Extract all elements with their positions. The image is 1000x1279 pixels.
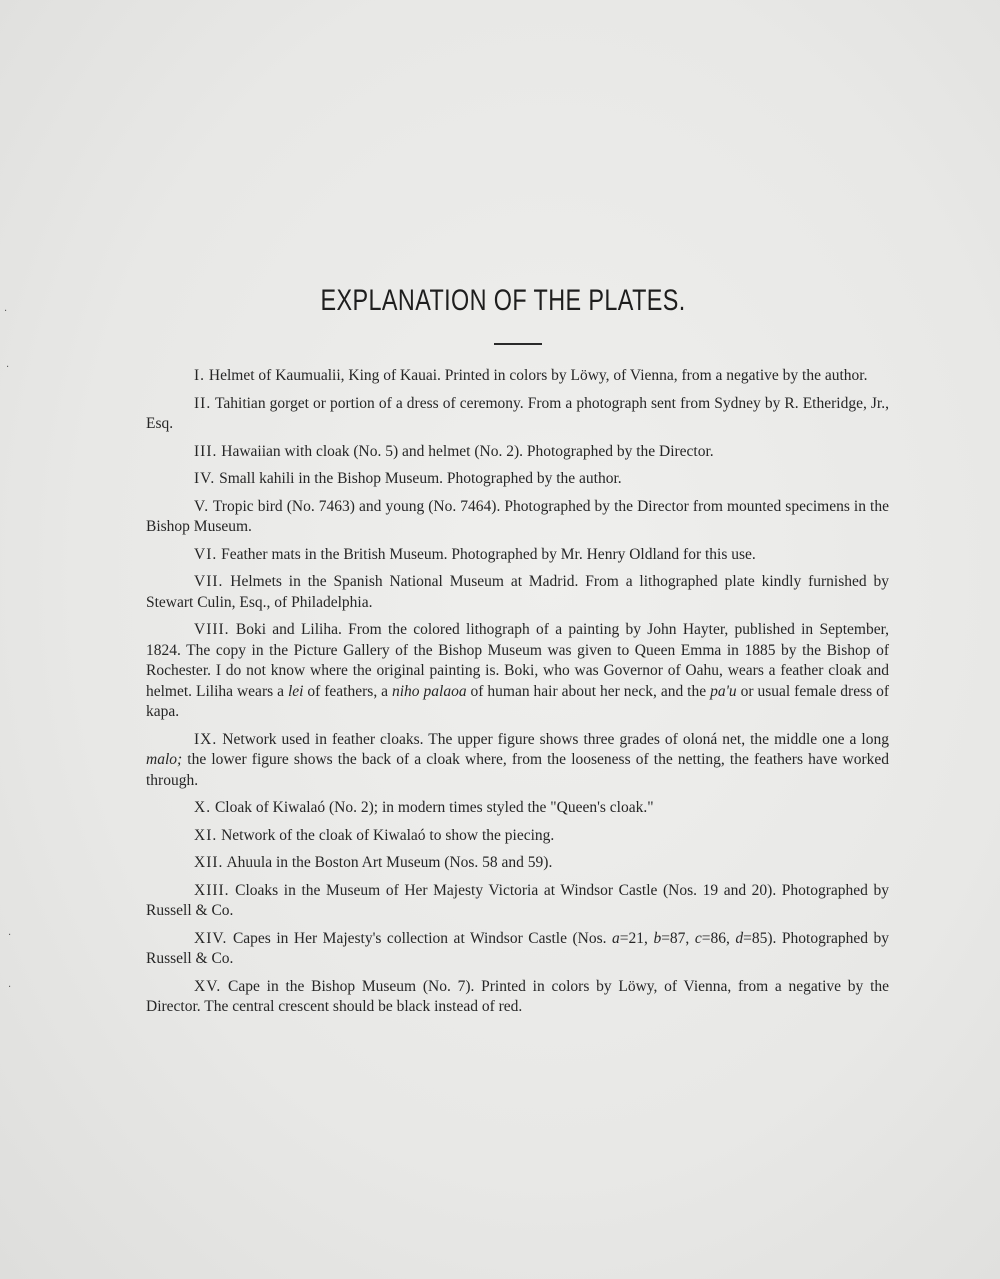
- plate-entry-8: [146, 620, 889, 723]
- plate-numeral: III.: [194, 442, 218, 460]
- plate-entry-7: [146, 572, 889, 613]
- title-rule: [494, 343, 542, 345]
- plate-numeral: XII.: [194, 854, 224, 871]
- plate-description: Feather mats in the British Museum. Photographed by Mr. Henry Oldland for this use.: [221, 545, 756, 563]
- plate-description: Small kahili in the Bishop Museum. Photographed by the author.: [219, 470, 622, 487]
- plate-entry-12: [146, 853, 889, 874]
- plate-description: =85). Photographed by Russell & Co.: [146, 929, 890, 967]
- plate-description: Boki and Liliha. From the colored lithograph of a painting by John Hayter, published in September, 1824. The copy in the Picture Gallery of the Bishop Museum was given to Queen Emma in 1885 by the Bishop of Rochester. I do not know where the original painting is. Boki, who was Governor of Oahu, wears a feather cloak and helmet. Liliha wears a: [146, 621, 890, 700]
- plate-description: =87,: [661, 929, 695, 947]
- plate-entry-11: [146, 826, 889, 847]
- plate-numeral: I.: [194, 367, 206, 384]
- plate-numeral: V.: [194, 497, 210, 515]
- plate-description: =21,: [619, 929, 654, 947]
- margin-speck: ·: [6, 362, 10, 373]
- plate-entry-10: [146, 798, 889, 819]
- plate-description: Network used in feather cloaks. The upper figure shows three grades of oloná net, the middle one a long: [222, 730, 889, 748]
- plate-entry-5: [146, 497, 889, 538]
- plate-numeral: XI.: [194, 826, 218, 844]
- italic-term: lei: [287, 682, 304, 700]
- plate-numeral: II.: [194, 394, 212, 412]
- plate-entry-6: [146, 545, 889, 566]
- plate-numeral: XIII.: [194, 881, 230, 899]
- plate-entry-2: [146, 394, 889, 435]
- italic-term: malo;: [146, 751, 183, 768]
- plate-description: the lower figure shows the back of a cloak where, from the looseness of the netting, the feathers have worked through.: [146, 751, 889, 789]
- plate-numeral: VII.: [194, 573, 224, 590]
- plate-numeral: VIII.: [194, 621, 230, 638]
- plate-description: of feathers, a: [303, 682, 392, 700]
- plate-entry-3: [146, 442, 889, 463]
- page-title: EXPLANATION OF THE PLATES.: [320, 284, 686, 317]
- plates-list: [146, 366, 889, 1025]
- plate-description: =86,: [701, 929, 736, 947]
- plate-description: or usual female dress of kapa.: [146, 682, 890, 720]
- margin-speck: ·: [8, 930, 12, 941]
- plate-entry-14: [146, 929, 889, 970]
- plate-entry-1: [146, 366, 889, 387]
- plate-numeral: IV.: [194, 470, 216, 487]
- plate-description: Cloak of Kiwalaó (No. 2); in modern times styled the "Queen's cloak.": [214, 799, 654, 816]
- italic-term: d: [735, 929, 744, 947]
- margin-speck: ·: [8, 982, 12, 993]
- plate-entry-9: [146, 730, 889, 792]
- plate-description: Cape in the Bishop Museum (No. 7). Printed in colors by Löwy, of Vienna, from a negative by the Director. The central crescent should be black instead of red.: [146, 977, 890, 1015]
- plate-numeral: VI.: [194, 545, 218, 563]
- italic-term: niho palaoa: [392, 682, 467, 700]
- plate-entry-4: [146, 469, 889, 490]
- italic-term: c: [694, 929, 702, 947]
- plate-description: Tahitian gorget or portion of a dress of ceremony. From a photograph sent from Sydney by R. Etheridge, Jr., Esq.: [146, 394, 889, 432]
- plate-description: Tropic bird (No. 7463) and young (No. 7464). Photographed by the Director from mounted specimens in the Bishop Museum.: [146, 497, 889, 535]
- italic-term: b: [653, 929, 662, 947]
- plate-description: Capes in Her Majesty's collection at Windsor Castle (Nos.: [232, 929, 613, 947]
- plate-numeral: IX.: [194, 730, 218, 748]
- italic-term: pa'u: [710, 682, 737, 700]
- plate-numeral: X.: [194, 799, 212, 816]
- plate-entry-13: [146, 881, 889, 922]
- plate-description: Network of the cloak of Kiwalaó to show the piecing.: [221, 826, 555, 844]
- plate-description: Helmets in the Spanish National Museum at Madrid. From a lithographed plate kindly furnished by Stewart Culin, Esq., of Philadelphia.: [146, 573, 890, 611]
- plate-description: Hawaiian with cloak (No. 5) and helmet (No. 2). Photographed by the Director.: [221, 442, 714, 460]
- margin-speck: ·: [4, 306, 8, 317]
- plate-description: Ahuula in the Boston Art Museum (Nos. 58 and 59).: [226, 854, 553, 871]
- italic-term: a: [612, 929, 620, 947]
- plate-description: Cloaks in the Museum of Her Majesty Victoria at Windsor Castle (Nos. 19 and 20). Photographed by Russell & Co.: [146, 881, 889, 919]
- plate-description: Helmet of Kaumualii, King of Kauai. Printed in colors by Löwy, of Vienna, from a negative by the author.: [208, 367, 868, 384]
- plate-numeral: XV.: [194, 977, 222, 995]
- plate-numeral: XIV.: [194, 929, 228, 947]
- plate-entry-15: [146, 977, 889, 1018]
- plate-description: of human hair about her neck, and the: [466, 682, 711, 700]
